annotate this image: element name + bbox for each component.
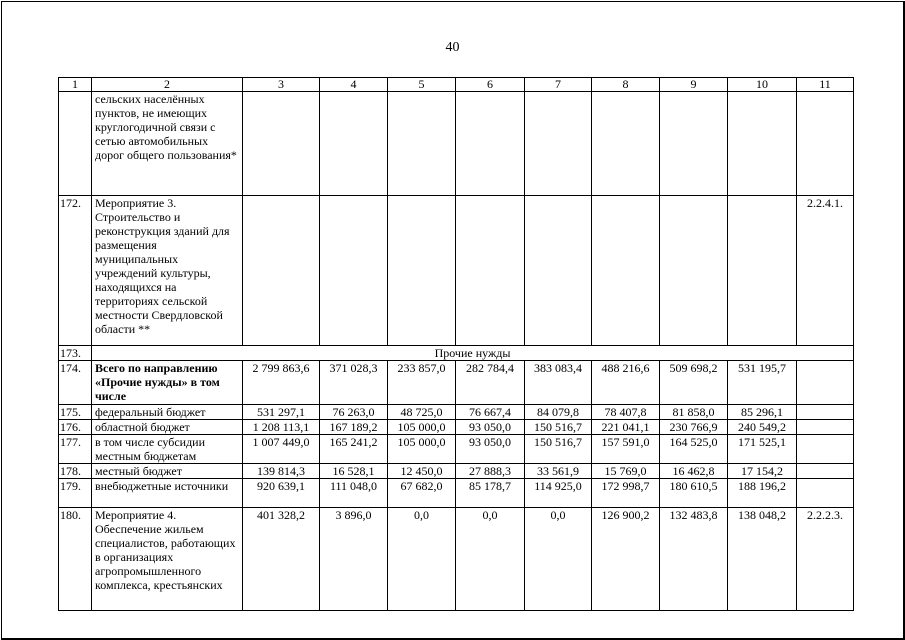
value-col-8: 172 998,7 [592, 479, 660, 508]
value-col-9: 509 698,2 [660, 361, 728, 405]
row-description: местный бюджет [92, 464, 243, 479]
row-number: 176. [59, 420, 92, 435]
header-col-1: 1 [59, 78, 92, 92]
table-row-178 [59, 464, 854, 479]
table-row-174 [59, 361, 854, 405]
table-row-172 [59, 196, 854, 346]
header-col-2: 2 [92, 78, 243, 92]
value-col-3: 1 208 113,1 [243, 420, 320, 435]
table-row-176 [59, 420, 854, 435]
value-col-6: 0,0 [456, 508, 525, 611]
value-col-9: 16 462,8 [660, 464, 728, 479]
value-col-7: 114 925,0 [525, 479, 592, 508]
row-code: 2.2.4.1. [797, 196, 854, 346]
header-col-8: 8 [592, 78, 660, 92]
value-col-6: 27 888,3 [456, 464, 525, 479]
value-col-4: 167 189,2 [320, 420, 388, 435]
header-col-6: 6 [456, 78, 525, 92]
value-col-7: 150 516,7 [525, 420, 592, 435]
header-col-11: 11 [797, 78, 854, 92]
header-col-9: 9 [660, 78, 728, 92]
value-col-9: 132 483,8 [660, 508, 728, 611]
row-number: 175. [59, 405, 92, 420]
row-code [797, 420, 854, 435]
value-col-10: 138 048,2 [728, 508, 797, 611]
value-col-6: 76 667,4 [456, 405, 525, 420]
value-col-7: 84 079,8 [525, 405, 592, 420]
table-row-continued [59, 92, 854, 196]
row-description: Мероприятие 3. Строительство и реконструкция зданий для размещения муниципальных учреждений культуры, находящихся на территориях сельской местности Свердловской области ** [92, 196, 243, 346]
row-number [59, 92, 92, 196]
value-col-3: 531 297,1 [243, 405, 320, 420]
value-col-7: 33 561,9 [525, 464, 592, 479]
row-number: 180. [59, 508, 92, 611]
table-row-175 [59, 405, 854, 420]
table-row-179 [59, 479, 854, 508]
value-col-6: 93 050,0 [456, 435, 525, 464]
header-col-4: 4 [320, 78, 388, 92]
row-description: Всего по направлению «Прочие нужды» в том числе [92, 361, 243, 405]
row-number: 178. [59, 464, 92, 479]
row-number: 172. [59, 196, 92, 346]
table-row-177 [59, 435, 854, 464]
value-col-7: 383 083,4 [525, 361, 592, 405]
value-col-5: 67 682,0 [388, 479, 456, 508]
value-col-5: 105 000,0 [388, 420, 456, 435]
value-col-3: 2 799 863,6 [243, 361, 320, 405]
row-description: сельских населённых пунктов, не имеющих круглогодичной связи с сетью автомобильных дорог общего пользования* [92, 92, 243, 196]
value-col-9: 180 610,5 [660, 479, 728, 508]
value-col-10: 17 154,2 [728, 464, 797, 479]
value-col-5: 0,0 [388, 508, 456, 611]
page-number: 40 [445, 40, 460, 55]
header-col-3: 3 [243, 78, 320, 92]
value-col-10: 240 549,2 [728, 420, 797, 435]
value-col-8: 15 769,0 [592, 464, 660, 479]
value-col-3: 139 814,3 [243, 464, 320, 479]
value-col-10: 188 196,2 [728, 479, 797, 508]
value-col-8: 126 900,2 [592, 508, 660, 611]
row-code [797, 361, 854, 405]
value-col-3: 401 328,2 [243, 508, 320, 611]
value-col-4: 16 528,1 [320, 464, 388, 479]
header-row [59, 78, 854, 92]
value-col-10: 85 296,1 [728, 405, 797, 420]
value-col-8: 78 407,8 [592, 405, 660, 420]
row-code [797, 435, 854, 464]
header-col-10: 10 [728, 78, 797, 92]
value-col-5: 233 857,0 [388, 361, 456, 405]
row-description: внебюджетные источники [92, 479, 243, 508]
value-col-9: 81 858,0 [660, 405, 728, 420]
row-code [797, 464, 854, 479]
row-number: 173. [59, 346, 92, 361]
value-col-4: 371 028,3 [320, 361, 388, 405]
row-description: федеральный бюджет [92, 405, 243, 420]
value-col-6: 93 050,0 [456, 420, 525, 435]
value-col-4: 165 241,2 [320, 435, 388, 464]
table-row-173 [59, 346, 854, 361]
value-col-4: 76 263,0 [320, 405, 388, 420]
header-col-7: 7 [525, 78, 592, 92]
row-description: Мероприятие 4. Обеспечение жильем специалистов, работающих в организациях агропромышленного комплекса, крестьянских [92, 508, 243, 611]
value-col-6: 282 784,4 [456, 361, 525, 405]
value-col-9: 164 525,0 [660, 435, 728, 464]
value-col-5: 105 000,0 [388, 435, 456, 464]
header-col-5: 5 [388, 78, 456, 92]
value-col-5: 12 450,0 [388, 464, 456, 479]
value-col-6: 85 178,7 [456, 479, 525, 508]
budget-table [58, 77, 854, 611]
value-col-10: 171 525,1 [728, 435, 797, 464]
value-col-4: 111 048,0 [320, 479, 388, 508]
row-number: 179. [59, 479, 92, 508]
value-col-3: 920 639,1 [243, 479, 320, 508]
table-row-180 [59, 508, 854, 611]
value-col-3: 1 007 449,0 [243, 435, 320, 464]
row-code: 2.2.2.3. [797, 508, 854, 611]
value-col-10: 531 195,7 [728, 361, 797, 405]
row-number: 174. [59, 361, 92, 405]
value-col-9: 230 766,9 [660, 420, 728, 435]
row-code [797, 479, 854, 508]
value-col-7: 150 516,7 [525, 435, 592, 464]
row-code [797, 405, 854, 420]
row-number: 177. [59, 435, 92, 464]
section-title: Прочие нужды [92, 346, 854, 361]
value-col-8: 221 041,1 [592, 420, 660, 435]
value-col-8: 157 591,0 [592, 435, 660, 464]
row-description: в том числе субсидии местным бюджетам [92, 435, 243, 464]
value-col-4: 3 896,0 [320, 508, 388, 611]
row-description: областной бюджет [92, 420, 243, 435]
value-col-8: 488 216,6 [592, 361, 660, 405]
value-col-7: 0,0 [525, 508, 592, 611]
value-col-5: 48 725,0 [388, 405, 456, 420]
